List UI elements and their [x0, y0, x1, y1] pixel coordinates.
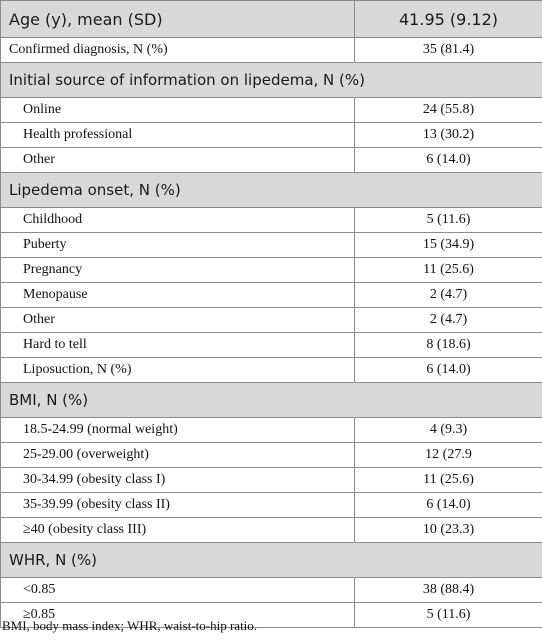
row-label: Childhood	[1, 208, 355, 233]
table-row	[1, 208, 542, 233]
row-label: Other	[1, 148, 355, 173]
row-value: 8 (18.6)	[355, 333, 542, 358]
row-label: Other	[1, 308, 355, 333]
row-value: 5 (11.6)	[355, 603, 542, 628]
header-label: Age (y), mean (SD)	[1, 1, 355, 38]
row-label: 25-29.00 (overweight)	[1, 443, 355, 468]
row-value: 38 (88.4)	[355, 578, 542, 603]
row-label: Hard to tell	[1, 333, 355, 358]
row-value: 6 (14.0)	[355, 358, 542, 383]
table-row	[1, 493, 542, 518]
row-value: 4 (9.3)	[355, 418, 542, 443]
row-label: Confirmed diagnosis, N (%)	[1, 38, 355, 63]
row-value: 13 (30.2)	[355, 123, 542, 148]
row-value: 2 (4.7)	[355, 308, 542, 333]
row-label: 35-39.99 (obesity class II)	[1, 493, 355, 518]
row-value: 6 (14.0)	[355, 148, 542, 173]
table-row	[1, 578, 542, 603]
table-header-row	[1, 1, 542, 38]
table-row	[1, 308, 542, 333]
section-header-bmi	[1, 383, 542, 418]
header-value: 41.95 (9.12)	[355, 1, 542, 38]
row-value: 5 (11.6)	[355, 208, 542, 233]
section-header-onset	[1, 173, 542, 208]
table-footnote: BMI, body mass index; WHR, waist-to-hip ratio.	[2, 618, 258, 633]
row-value: 11 (25.6)	[355, 468, 542, 493]
section-title: WHR, N (%)	[1, 543, 542, 578]
section-header-whr	[1, 543, 542, 578]
table-row	[1, 358, 542, 383]
row-value: 35 (81.4)	[355, 38, 542, 63]
row-value: 2 (4.7)	[355, 283, 542, 308]
table-row	[1, 333, 542, 358]
row-value: 12 (27.9	[355, 443, 542, 468]
row-label: ≥40 (obesity class III)	[1, 518, 355, 543]
table-row	[1, 98, 542, 123]
row-value: 24 (55.8)	[355, 98, 542, 123]
row-label: 18.5-24.99 (normal weight)	[1, 418, 355, 443]
table-row	[1, 468, 542, 493]
table-row-confirmed	[1, 38, 542, 63]
row-value: 10 (23.3)	[355, 518, 542, 543]
table-row	[1, 148, 542, 173]
section-title: Lipedema onset, N (%)	[1, 173, 542, 208]
row-value: 15 (34.9)	[355, 233, 542, 258]
table-row	[1, 123, 542, 148]
section-header-source	[1, 63, 542, 98]
table-row	[1, 418, 542, 443]
section-title: Initial source of information on lipedema, N (%)	[1, 63, 542, 98]
row-label: <0.85	[1, 578, 355, 603]
row-label: Liposuction, N (%)	[1, 358, 355, 383]
row-value: 11 (25.6)	[355, 258, 542, 283]
row-label: ≥0.85	[1, 603, 355, 628]
row-label: 30-34.99 (obesity class I)	[1, 468, 355, 493]
row-label: Pregnancy	[1, 258, 355, 283]
table-row	[1, 518, 542, 543]
row-label: Menopause	[1, 283, 355, 308]
table-row	[1, 258, 542, 283]
table-row	[1, 283, 542, 308]
table-row	[1, 233, 542, 258]
row-label: Health professional	[1, 123, 355, 148]
row-label: Puberty	[1, 233, 355, 258]
row-label: Online	[1, 98, 355, 123]
table-row	[1, 443, 542, 468]
section-title: BMI, N (%)	[1, 383, 542, 418]
row-value: 6 (14.0)	[355, 493, 542, 518]
